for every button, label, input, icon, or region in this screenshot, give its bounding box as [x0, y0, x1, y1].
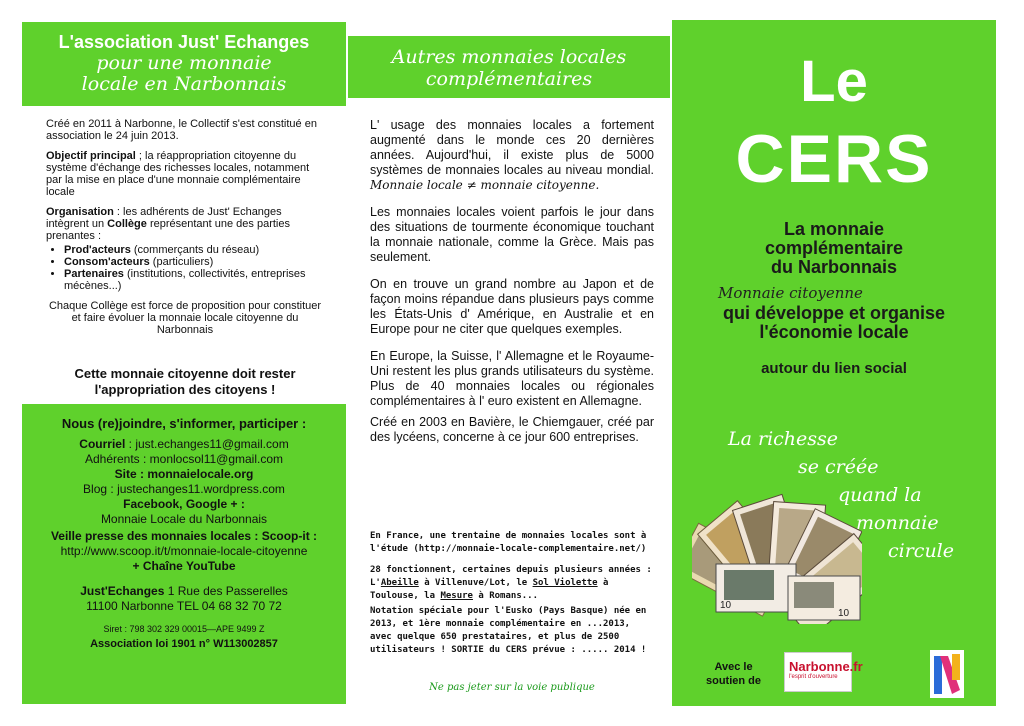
veille-label: Veille presse des monnaies locales : Scoop-it :: [50, 529, 318, 543]
abeille-name: Abeille: [380, 578, 419, 588]
footer-notice: Ne pas jeter sur la voie publique: [429, 682, 595, 693]
scoopit-link[interactable]: http://www.scoop.it/t/monnaie-locale-citoyenne: [60, 544, 308, 558]
stakeholder-list: [46, 244, 324, 292]
mesure-name: Mesure: [440, 591, 473, 601]
quote-line: se créée: [798, 456, 879, 478]
france-notes: [370, 530, 654, 665]
city-tel: 11100 Narbonne TEL 04 68 32 70 72: [86, 599, 282, 613]
note-2: [370, 564, 654, 603]
siret: Siret : 798 302 329 00015—APE 9499 Z: [103, 624, 265, 634]
list-term: Prod'acteurs: [64, 244, 131, 256]
paragraph-1: [370, 118, 654, 193]
list-term: Partenaires: [64, 268, 124, 280]
intro-text: Créé en 2011 à Narbonne, le Collectif s'est constitué en association le 24 juin 2013.: [46, 118, 317, 142]
subtitle-line-4: qui développe et organise: [722, 303, 946, 323]
handwritten-annotation: Monnaie citoyenne: [718, 284, 863, 302]
note-3: Notation spéciale pour l'Eusko (Pays Basque) née en 2013, et 1ère monnaie complémentaire en ...2013, avec quelque 650 prestataires, et plus de 2500 utilisateurs ! SORTIE du CERS prévue : ..... 2014 !: [370, 606, 647, 655]
college-text: Chaque Collège est force de proposition pour constituer et faire évoluer la monnaie locale citoyenne du Narbonnais: [48, 300, 322, 336]
paragraph-4: En Europe, la Suisse, l' Allemagne et le Royaume-Uni restent les plus grands utilisateurs du système. Plus de 40 monnaies locales ou régionales complémentaires à l' euro existent en Allemagne.: [370, 349, 654, 408]
middle-header: [348, 36, 670, 98]
association-subtitle-2: locale en Narbonnais: [81, 73, 287, 95]
note-2-d: à Romans...: [472, 591, 538, 601]
cover-title-cers: CERS: [735, 121, 933, 197]
support-line-1: Avec le: [714, 661, 753, 673]
social-name[interactable]: Monnaie Locale du Narbonnais: [100, 512, 268, 526]
organisation-text-1: : les adhérents de Just' Echanges intègrent un: [46, 206, 282, 230]
blog-link[interactable]: Blog : justechanges11.wordpress.com: [83, 482, 285, 496]
list-desc: (institutions, collectivités, entreprises mécènes...): [64, 268, 306, 292]
cover-subtitle-2: [672, 304, 996, 342]
banknotes-image: [692, 474, 862, 624]
cover-subtitle: [672, 220, 996, 277]
paragraph-1-text: L' usage des monnaies locales a fortement augmenté dans le monde ces 20 dernières années. Aujourd'hui, il existe plus de 5000 systèmes de monnaies locales au niveau mondial.: [370, 118, 654, 177]
organisation-text-2: représentant une des parties prenantes :: [46, 218, 290, 242]
quote-line: quand la: [838, 484, 922, 506]
organisation-paragraph: [46, 206, 324, 242]
cover-title-le: Le: [800, 49, 868, 114]
motto-line-2: l'appropriation des citoyens !: [94, 382, 276, 397]
note-2-a: 28 fonctionnent, certaines depuis plusieurs années : L': [370, 565, 652, 588]
quote-line: monnaie: [856, 512, 939, 534]
adherents-email-link[interactable]: Adhérents : monlocsol11@gmail.com: [84, 452, 284, 466]
n-logo-icon: [930, 650, 964, 698]
sol-violette-name: Sol Violette: [532, 578, 598, 588]
subtitle-line-2: complémentaire: [764, 238, 904, 258]
middle-title-2: complémentaires: [425, 68, 593, 90]
courriel-label: Courriel: [79, 437, 126, 451]
support-label: [706, 660, 761, 688]
paragraph-5: Créé en 2003 en Bavière, le Chiemgauer, créé par des lycéens, concerne à ce jour 600 entreprises.: [370, 415, 654, 444]
quote-line: circule: [888, 540, 954, 562]
contact-header: Nous (re)joindre, s'informer, participer :: [61, 416, 307, 431]
org-address: [22, 584, 346, 599]
objectif-label: Objectif principal: [46, 150, 136, 162]
association-subtitle-1: pour une monnaie: [96, 52, 272, 74]
banknote-value: 10: [720, 600, 732, 611]
list-item: [64, 256, 324, 268]
courriel-line: [22, 437, 346, 452]
middle-title-1: Autres monnaies locales: [391, 46, 627, 68]
association-description: [46, 118, 324, 344]
narbonne-logo: [784, 652, 863, 692]
objectif-text: ; la réappropriation citoyenne du système d'échange des richesses locales, notamment par la mise en place d'une monnaie complémentaire locale: [46, 150, 310, 198]
list-desc: (particuliers): [149, 256, 214, 268]
objectif-paragraph: [46, 150, 324, 198]
list-term: Consom'acteurs: [64, 256, 150, 268]
association-number: Association loi 1901 n° W113002857: [90, 638, 278, 650]
list-item: [64, 244, 324, 256]
org-street: 1 Rue des Passerelles: [164, 584, 288, 598]
motto-line-1: Cette monnaie citoyenne doit rester: [74, 366, 296, 381]
org-name: Just'Echanges: [80, 584, 165, 598]
middle-body: [370, 118, 654, 457]
narbonne-logo-tag: l'esprit d'ouverture: [789, 674, 838, 680]
narbonne-logo-name: Narbonne.fr: [789, 659, 863, 674]
courriel-email-link[interactable]: : just.echanges11@gmail.com: [125, 437, 289, 451]
paragraph-2: Les monnaies locales voient parfois le jour dans des situations de tourmente économique touchant la monnaie nationale, comme la Grèce. Mais pas seulement.: [370, 205, 654, 264]
subtitle-line-1: La monnaie: [783, 219, 885, 239]
college-word: Collège: [107, 218, 147, 230]
list-desc: (commerçants du réseau): [130, 244, 260, 256]
note-1: En France, une trentaine de monnaies locales sont à l'étude (http://monnaie-locale-complementaire.net/): [370, 531, 647, 554]
contact-box: [22, 404, 346, 704]
quote-line: La richesse: [728, 428, 839, 450]
support-line-2: soutien de: [706, 675, 762, 687]
left-header: [22, 22, 346, 106]
note-2-c: à Toulouse, la: [370, 578, 609, 601]
site-link[interactable]: Site : monnaielocale.org: [114, 467, 254, 481]
banknote-value: 10: [838, 608, 850, 619]
cover-panel: [672, 20, 996, 706]
paragraph-3: On en trouve un grand nombre au Japon et de façon moins répandue dans plusieurs pays comme les États-Unis d' Amérique, en Australie et en Europe pour ne citer que quelques exemples.: [370, 277, 654, 336]
social-label: Facebook, Google + :: [123, 497, 245, 511]
youtube-link[interactable]: + Chaîne YouTube: [132, 559, 236, 573]
subtitle-line-3: du Narbonnais: [770, 257, 897, 277]
subtitle-line-5: l'économie locale: [759, 322, 909, 342]
cover-subtitle-3: autour du lien social: [761, 360, 907, 377]
note-2-b: à Villenuve/Lot, le: [418, 578, 533, 588]
association-title: L'association Just' Echanges: [58, 32, 310, 52]
list-item: [64, 268, 324, 292]
organisation-label: Organisation: [46, 206, 114, 218]
handwritten-note: Monnaie locale ≠ monnaie citoyenne.: [370, 178, 600, 192]
motto: [40, 366, 330, 398]
